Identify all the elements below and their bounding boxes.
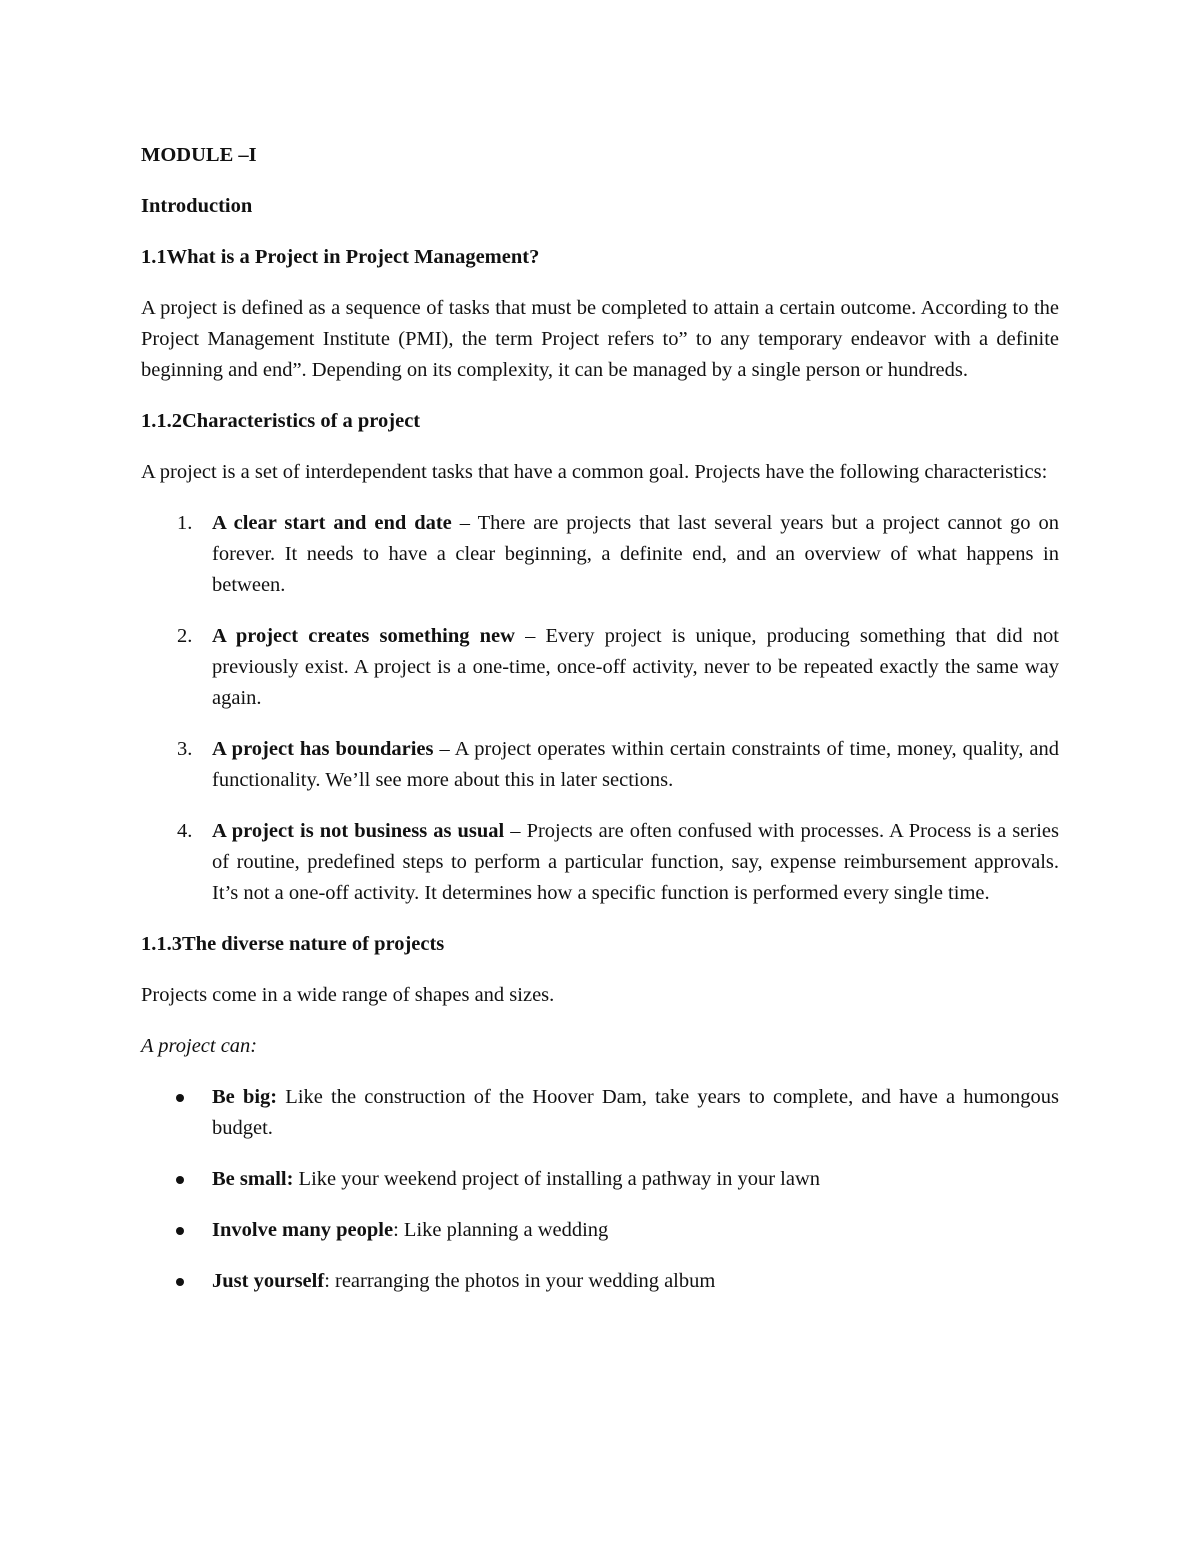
- list-item: [141, 621, 1059, 714]
- project-can-lead: A project can:: [141, 1035, 258, 1057]
- list-number: 3.: [177, 738, 193, 760]
- document-page: [141, 140, 1059, 1317]
- list-item-title: A clear start and end date: [212, 512, 452, 534]
- list-item: [141, 734, 1059, 796]
- list-item-title: A project is not business as usual: [212, 820, 505, 842]
- list-item: [141, 816, 1059, 909]
- list-item-title: Involve many people: [212, 1219, 394, 1241]
- list-item-text: – A project operates within certain constraints of time, money, quality, and functionality. We’ll see more about this in later sections.: [212, 738, 1059, 791]
- list-number: 1.: [177, 512, 193, 534]
- project-types-list: [141, 1082, 1059, 1297]
- section-1-1-heading: 1.1What is a Project in Project Management?: [141, 246, 540, 268]
- list-item-title: Just yourself: [212, 1270, 325, 1292]
- section-1-1-2-heading: 1.1.2Characteristics of a project: [141, 410, 421, 432]
- list-item: [141, 1215, 1059, 1246]
- list-number: 4.: [177, 820, 193, 842]
- list-item-title: Be big:: [212, 1086, 278, 1108]
- bullet-icon: [176, 1176, 184, 1184]
- list-item-title: A project has boundaries: [212, 738, 434, 760]
- section-1-1-3-heading: 1.1.3The diverse nature of projects: [141, 933, 445, 955]
- list-item-text: – Projects are often confused with processes. A Process is a series of routine, predefined steps to perform a particular function, say, expense reimbursement approvals. It’s not a one-off activity. It determines how a specific function is performed every single time.: [212, 820, 1059, 904]
- list-item-text: : rearranging the photos in your wedding album: [324, 1270, 716, 1292]
- section-1-1-2-paragraph: A project is a set of interdependent tasks that have a common goal. Projects have the following characteristics:: [141, 461, 1048, 483]
- list-item-text: Like the construction of the Hoover Dam, take years to complete, and have a humongous budget.: [212, 1086, 1059, 1139]
- list-number: 2.: [177, 625, 193, 647]
- list-item: [141, 1164, 1059, 1195]
- characteristics-list: [141, 508, 1059, 909]
- list-item-text: Like your weekend project of installing a pathway in your lawn: [293, 1168, 821, 1190]
- bullet-icon: [176, 1227, 184, 1235]
- list-item-text: : Like planning a wedding: [393, 1219, 609, 1241]
- list-item: [141, 1082, 1059, 1144]
- list-item-text: – There are projects that last several years but a project cannot go on forever. It needs to have a clear beginning, a definite end, and an overview of what happens in between.: [212, 512, 1059, 596]
- bullet-icon: [176, 1278, 184, 1286]
- list-item-title: A project creates something new: [212, 625, 515, 647]
- section-1-1-3-paragraph: Projects come in a wide range of shapes and sizes.: [141, 984, 555, 1006]
- section-1-1-paragraph: A project is defined as a sequence of tasks that must be completed to attain a certain outcome. According to the Project Management Institute (PMI), the term Project refers to” to any temporary endeavor with a definite beginning and end”. Depending on its complexity, it can be managed by a single person or hundreds.: [141, 297, 1059, 381]
- module-title: MODULE –I: [141, 144, 257, 166]
- list-item: [141, 1266, 1059, 1297]
- list-item-title: Be small:: [212, 1168, 294, 1190]
- intro-heading: Introduction: [141, 195, 253, 217]
- list-item-text: – Every project is unique, producing something that did not previously exist. A project is a one-time, once-off activity, never to be repeated exactly the same way again.: [212, 625, 1059, 709]
- list-item: [141, 508, 1059, 601]
- bullet-icon: [176, 1094, 184, 1102]
